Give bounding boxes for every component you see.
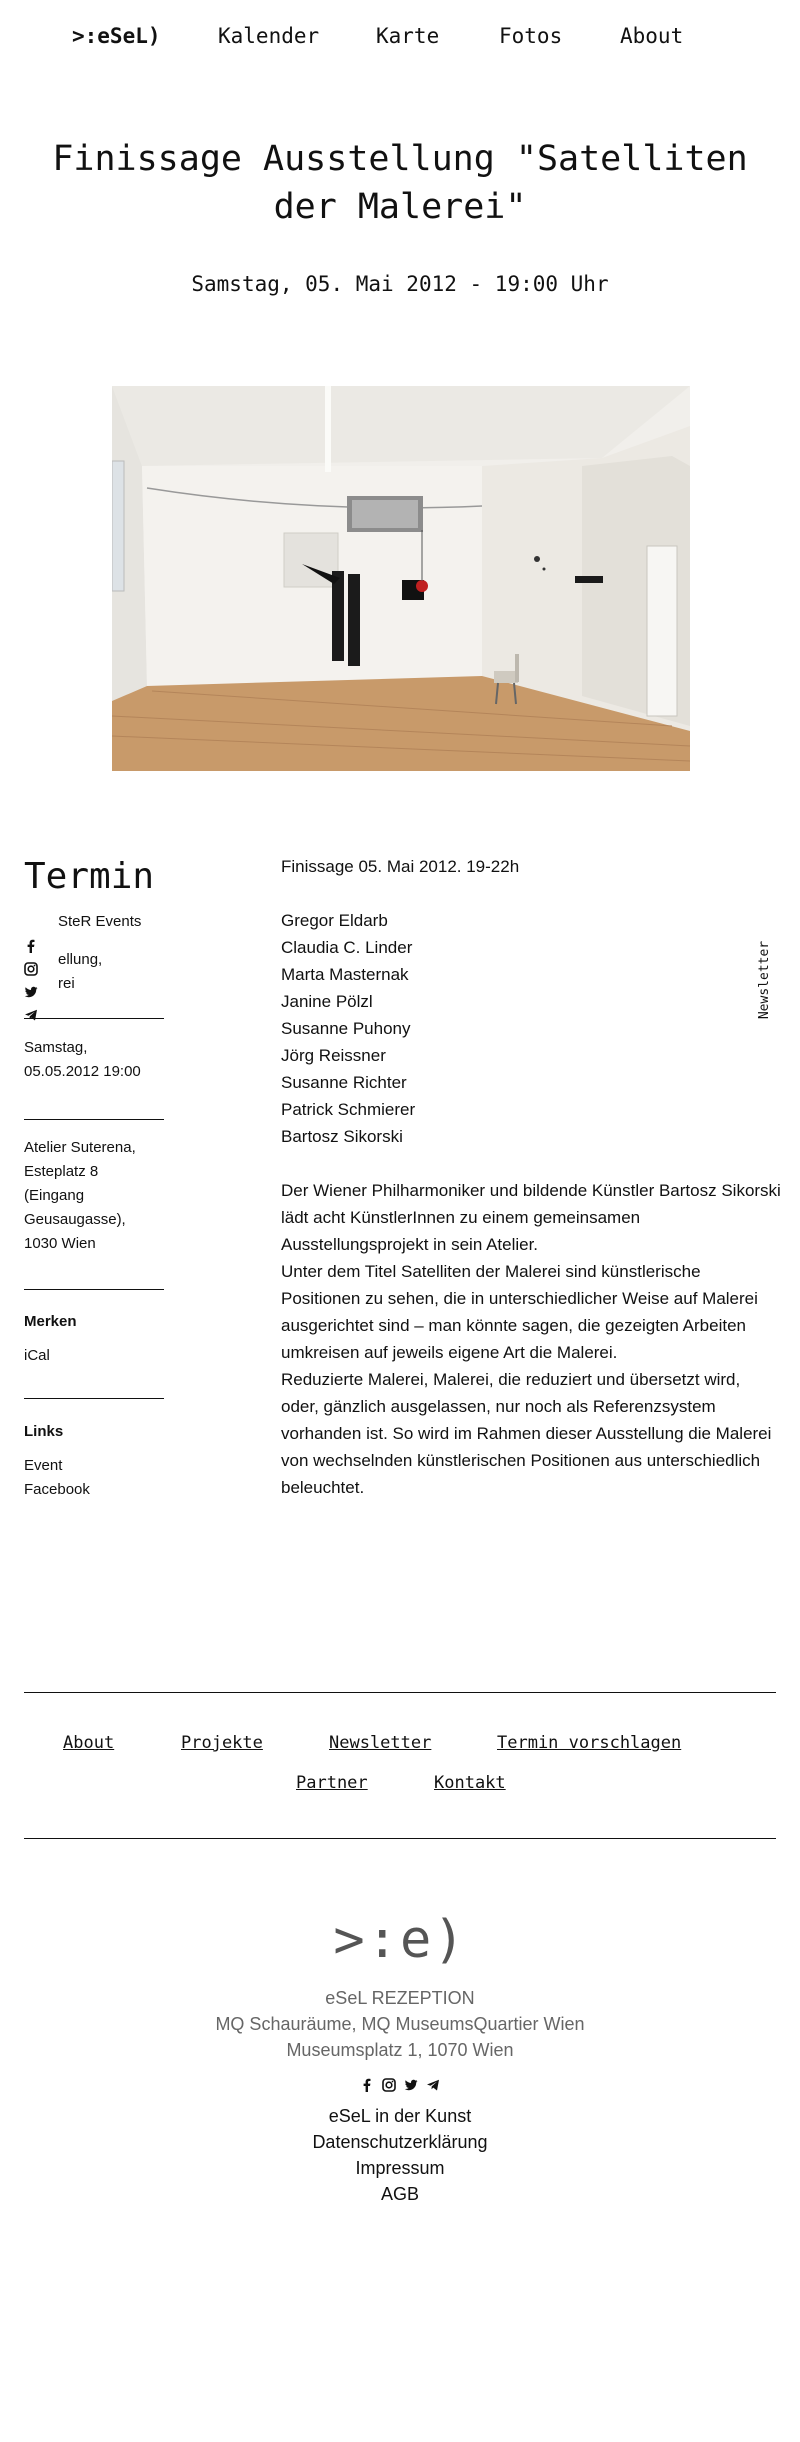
twitter-icon[interactable] <box>404 2078 418 2092</box>
sidebar-divider <box>24 1119 164 1120</box>
description-paragraph: Unter dem Titel Satelliten der Malerei sind künstlerische Positionen zu sehen, die in unterschiedlicher Weise auf Malerei ausgerichtet sind – man könnte sagen, die gezeigten Arbeiten umkreisen auf jeweils eigene Art die Malerei. <box>281 1262 758 1362</box>
instagram-icon[interactable] <box>24 962 38 976</box>
twitter-icon[interactable] <box>24 985 38 999</box>
footer-link-kontakt[interactable]: Kontakt <box>434 1773 506 1793</box>
footer-link-termin-vorschlagen[interactable]: Termin vorschlagen <box>497 1733 682 1753</box>
footer-link-partner[interactable]: Partner <box>296 1773 368 1793</box>
footer-logo[interactable]: >:e) <box>333 1910 467 1970</box>
nav-fotos[interactable]: Fotos <box>499 24 563 48</box>
finissage-line: Finissage 05. Mai 2012. 19-22h <box>281 857 520 876</box>
category-line-2[interactable]: ellung, <box>58 951 103 968</box>
artist-name: Susanne Richter <box>281 1073 407 1092</box>
event-datetime: Samstag, 05.05.2012 19:00 <box>24 1039 141 1080</box>
footer-link-agb[interactable]: AGB <box>380 2184 419 2204</box>
artist-name: Susanne Puhony <box>281 1019 411 1038</box>
newsletter-tab[interactable] <box>756 940 778 1020</box>
event-description <box>281 853 781 1501</box>
address-line: Esteplatz 8 <box>24 1163 99 1180</box>
artist-list <box>281 907 781 1150</box>
artist-name: Marta Masternak <box>281 965 409 984</box>
footer-divider-top <box>24 1692 776 1693</box>
event-sidebar <box>24 855 164 1498</box>
sidebar-divider <box>24 1289 164 1290</box>
artist-name: Janine Pölzl <box>281 992 373 1011</box>
top-navigation <box>0 22 800 52</box>
facebook-icon[interactable] <box>360 2078 374 2092</box>
footer-link-datenschutz[interactable]: Datenschutzerklärung <box>312 2132 488 2152</box>
event-link[interactable]: Event <box>24 1457 63 1474</box>
description-paragraph: Reduzierte Malerei, Malerei, die reduziert und übersetzt wird, oder, gänzlich ausgelassen, nur noch als Referenzsystem vorhanden ist. So wird im Rahmen dieser Ausstellung die Malerei von wechselnden künstlerischen Positionen aus unterschiedlich beleuchtet. <box>281 1370 772 1497</box>
artist-name: Bartosz Sikorski <box>281 1127 403 1146</box>
category-line-3[interactable]: rei <box>58 975 75 992</box>
footer-divider-bottom <box>24 1838 776 1839</box>
page-title: Finissage Ausstellung "Satelliten der Malerei" <box>52 139 748 227</box>
links-heading: Links <box>24 1423 64 1440</box>
event-date: Samstag, 05. Mai 2012 - 19:00 Uhr <box>191 272 609 296</box>
footer-link-newsletter[interactable]: Newsletter <box>329 1733 432 1753</box>
artist-name: Claudia C. Linder <box>281 938 413 957</box>
nav-kalender[interactable]: Kalender <box>218 24 320 48</box>
footer-link-about[interactable]: About <box>63 1733 115 1753</box>
nav-about[interactable]: About <box>620 24 684 48</box>
termin-heading: Termin <box>24 856 155 897</box>
newsletter-tab-label: Newsletter <box>757 940 772 1020</box>
address-line: (Eingang <box>24 1187 85 1204</box>
address-line: 1030 Wien <box>24 1235 96 1252</box>
event-photo[interactable] <box>112 386 690 771</box>
gallery-room-image <box>112 386 690 771</box>
sidebar-divider <box>24 1398 164 1399</box>
footer-link-impressum[interactable]: Impressum <box>355 2158 445 2178</box>
reception-location: MQ Schauräume, MQ MuseumsQuartier Wien <box>215 2014 585 2034</box>
ical-link[interactable]: iCal <box>24 1347 50 1364</box>
nav-karte[interactable]: Karte <box>376 24 440 48</box>
footer-social-icons <box>0 2078 800 2096</box>
category-line-1[interactable]: SteR Events <box>58 913 142 930</box>
venue-address[interactable] <box>24 1136 169 1256</box>
footer-link-esel-in-der-kunst[interactable]: eSeL in der Kunst <box>328 2106 472 2126</box>
artist-name: Jörg Reissner <box>281 1046 386 1065</box>
address-line: Geusaugasse), <box>24 1211 126 1228</box>
site-logo[interactable]: >:eSeL) <box>72 24 161 48</box>
telegram-icon[interactable] <box>24 1008 38 1022</box>
facebook-link[interactable]: Facebook <box>24 1481 90 1498</box>
reception-name: eSeL REZEPTION <box>325 1988 475 2008</box>
artist-name: Patrick Schmierer <box>281 1100 416 1119</box>
sidebar-divider <box>24 1018 164 1019</box>
artist-name: Gregor Eldarb <box>281 911 388 930</box>
address-line: Atelier Suterena, <box>24 1139 136 1156</box>
reception-address: Museumsplatz 1, 1070 Wien <box>286 2040 514 2060</box>
instagram-icon[interactable] <box>382 2078 396 2092</box>
description-paragraph: Der Wiener Philharmoniker und bildende Künstler Bartosz Sikorski lädt acht KünstlerInnen zu einem gemeinsamen Ausstellungsprojekt in sein Atelier. <box>281 1181 781 1254</box>
telegram-icon[interactable] <box>426 2078 440 2092</box>
footer-link-projekte[interactable]: Projekte <box>181 1733 263 1753</box>
merken-heading: Merken <box>24 1313 77 1330</box>
facebook-icon[interactable] <box>24 939 38 953</box>
